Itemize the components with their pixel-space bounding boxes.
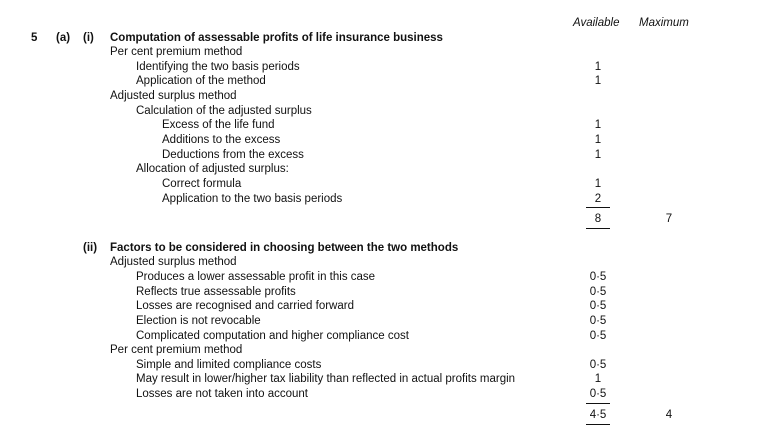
line-text: Deductions from the excess — [162, 149, 304, 161]
part-i-label: (i) — [83, 32, 94, 44]
line-text: Adjusted surplus method — [110, 90, 237, 102]
available-mark: 0·5 — [589, 300, 607, 312]
total-rule-top — [586, 207, 610, 208]
available-mark: 1 — [594, 134, 602, 146]
part-ii-title: Factors to be considered in choosing between the two methods — [110, 242, 459, 254]
maximum-column-header: Maximum — [639, 17, 689, 29]
line-text: Complicated computation and higher compliance cost — [136, 330, 409, 342]
total-rule-bottom — [586, 424, 610, 425]
total-available: 4·5 — [589, 409, 607, 421]
available-mark: 1 — [594, 373, 602, 385]
line-text: Allocation of adjusted surplus: — [136, 163, 289, 175]
line-text: Per cent premium method — [110, 46, 243, 58]
line-text: Application of the method — [136, 75, 266, 87]
question-number: 5 — [31, 32, 38, 44]
available-mark: 1 — [594, 178, 602, 190]
available-mark: 1 — [594, 61, 602, 73]
available-mark: 0·5 — [589, 388, 607, 400]
line-text: Per cent premium method — [110, 344, 243, 356]
line-text: Application to the two basis periods — [162, 193, 343, 205]
maximum-mark: 4 — [665, 409, 673, 421]
available-mark: 0·5 — [589, 330, 607, 342]
available-mark: 1 — [594, 119, 602, 131]
available-mark: 0·5 — [589, 359, 607, 371]
available-mark: 2 — [594, 193, 602, 205]
part-i-title: Computation of assessable profits of life insurance business — [110, 32, 443, 44]
line-text: Losses are recognised and carried forward — [136, 300, 354, 312]
available-column-header: Available — [573, 17, 620, 29]
line-text: Correct formula — [162, 178, 242, 190]
available-mark: 1 — [594, 149, 602, 161]
line-text: Simple and limited compliance costs — [136, 359, 322, 371]
total-available: 8 — [594, 213, 602, 225]
line-text: Calculation of the adjusted surplus — [136, 105, 312, 117]
line-text: Excess of the life fund — [162, 119, 275, 131]
line-text: Produces a lower assessable profit in this case — [136, 271, 376, 283]
maximum-mark: 7 — [665, 213, 673, 225]
line-text: Identifying the two basis periods — [136, 61, 300, 73]
line-text: May result in lower/higher tax liability than reflected in actual profits margin — [136, 373, 516, 385]
line-text: Adjusted surplus method — [110, 256, 237, 268]
available-mark: 0·5 — [589, 315, 607, 327]
line-text: Election is not revocable — [136, 315, 261, 327]
question-part: (a) — [56, 32, 71, 44]
part-ii-label: (ii) — [83, 242, 98, 254]
total-rule-bottom — [586, 228, 610, 229]
available-mark: 0·5 — [589, 286, 607, 298]
total-rule-top — [586, 403, 610, 404]
available-mark: 0·5 — [589, 271, 607, 283]
line-text: Reflects true assessable profits — [136, 286, 296, 298]
line-text: Additions to the excess — [162, 134, 281, 146]
available-mark: 1 — [594, 75, 602, 87]
line-text: Losses are not taken into account — [136, 388, 308, 400]
